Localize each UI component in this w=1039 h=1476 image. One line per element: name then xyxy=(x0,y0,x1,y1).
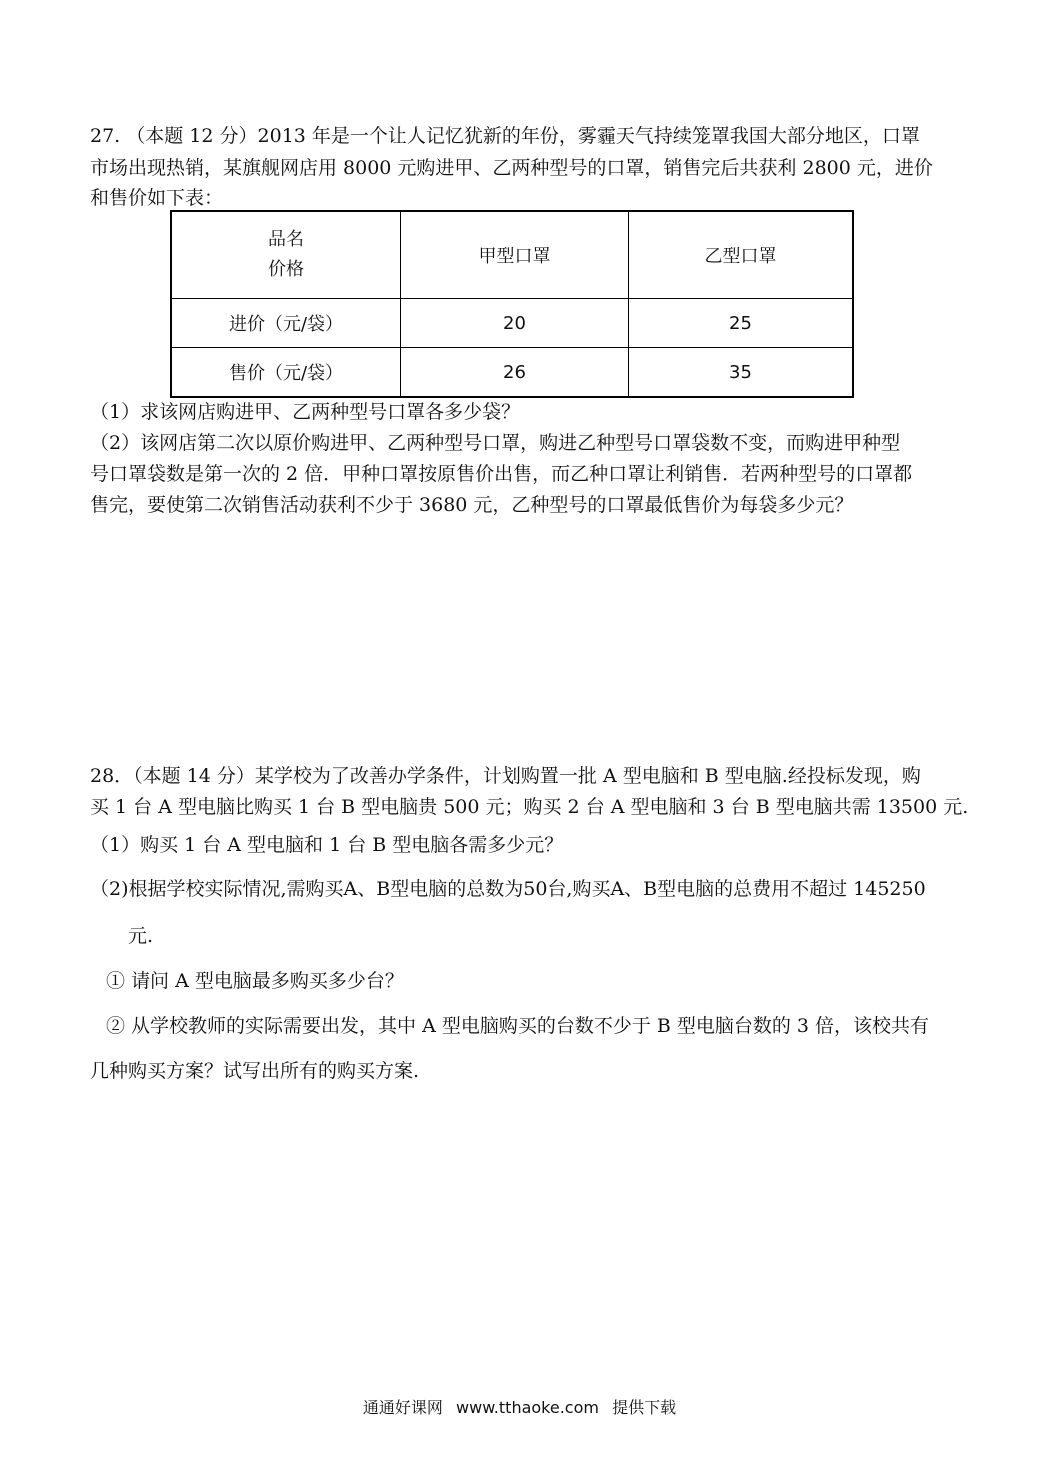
price-table xyxy=(170,210,854,398)
q27-part2-line-2: 号口罩袋数是第一次的 2 倍．甲种口罩按原售价出售，而乙种口罩让利销售．若两种型号的口罩都 xyxy=(90,463,913,485)
q27-line-2: 市场出现热销，某旗舰网店用 8000 元购进甲、乙两种型号的口罩，销售完后共获利 2800 元，进价 xyxy=(90,157,933,179)
footer-url[interactable]: www.tthaoke.com xyxy=(456,1398,599,1417)
footer-site-name: 通通好课网 xyxy=(362,1398,443,1417)
header-price: 价格 xyxy=(268,259,304,280)
column-header-jia: 甲型口罩 xyxy=(401,211,629,299)
q28-part2-continued: 元. xyxy=(128,925,154,947)
price-table-diagonal-header xyxy=(171,211,401,299)
q28-sub1: ① 请问 A 型电脑最多购买多少台？ xyxy=(106,970,404,992)
row-label-cost: 进价（元/袋） xyxy=(171,299,401,348)
header-product-name: 品名 xyxy=(268,229,304,250)
q27-part1: （1）求该网店购进甲、乙两种型号口罩各多少袋？ xyxy=(90,401,521,423)
column-header-yi: 乙型口罩 xyxy=(629,211,854,299)
row-label-sale: 售价（元/袋） xyxy=(171,348,401,398)
q28-sub2-continued: 几种购买方案？试写出所有的购买方案. xyxy=(90,1060,420,1082)
q28-part1: （1）购买 1 台 A 型电脑和 1 台 B 型电脑各需多少元？ xyxy=(90,834,564,856)
table-row xyxy=(171,299,853,348)
q27-line-1: 27. （本题 12 分）2013 年是一个让人记忆犹新的年份，雾霾天气持续笼罩我国大部分地区，口罩 xyxy=(90,125,920,147)
q28-line-2: 买 1 台 A 型电脑比购买 1 台 B 型电脑贵 500 元；购买 2 台 A 型电脑和 3 台 B 型电脑共需 13500 元. xyxy=(90,796,969,818)
q28-part2: （2)根据学校实际情况,需购买A、B型电脑的总数为50台,购买A、B型电脑的总费用不超过 145250 xyxy=(90,878,926,900)
cell-cost-yi: 25 xyxy=(629,299,854,348)
q28-line-1: 28．（本题 14 分）某学校为了改善办学条件，计划购置一批 A 型电脑和 B 型电脑.经投标发现，购 xyxy=(90,765,921,787)
page-footer xyxy=(0,1395,1039,1418)
cell-sale-jia: 26 xyxy=(401,348,629,398)
cell-sale-yi: 35 xyxy=(629,348,854,398)
q27-part2-line-1: （2）该网店第二次以原价购进甲、乙两种型号口罩，购进乙种型号口罩袋数不变，而购进甲种型 xyxy=(90,432,901,454)
q27-part2-line-3: 售完，要使第二次销售活动获利不少于 3680 元，乙种型号的口罩最低售价为每袋多少元？ xyxy=(90,494,854,516)
cell-cost-jia: 20 xyxy=(401,299,629,348)
q28-sub2: ② 从学校教师的实际需要出发，其中 A 型电脑购买的台数不少于 B 型电脑台数的 3 倍，该校共有 xyxy=(106,1015,930,1037)
footer-note: 提供下载 xyxy=(612,1398,677,1417)
table-row xyxy=(171,348,853,398)
price-table-header-row xyxy=(171,211,853,299)
q27-line-3: 和售价如下表： xyxy=(90,187,224,209)
